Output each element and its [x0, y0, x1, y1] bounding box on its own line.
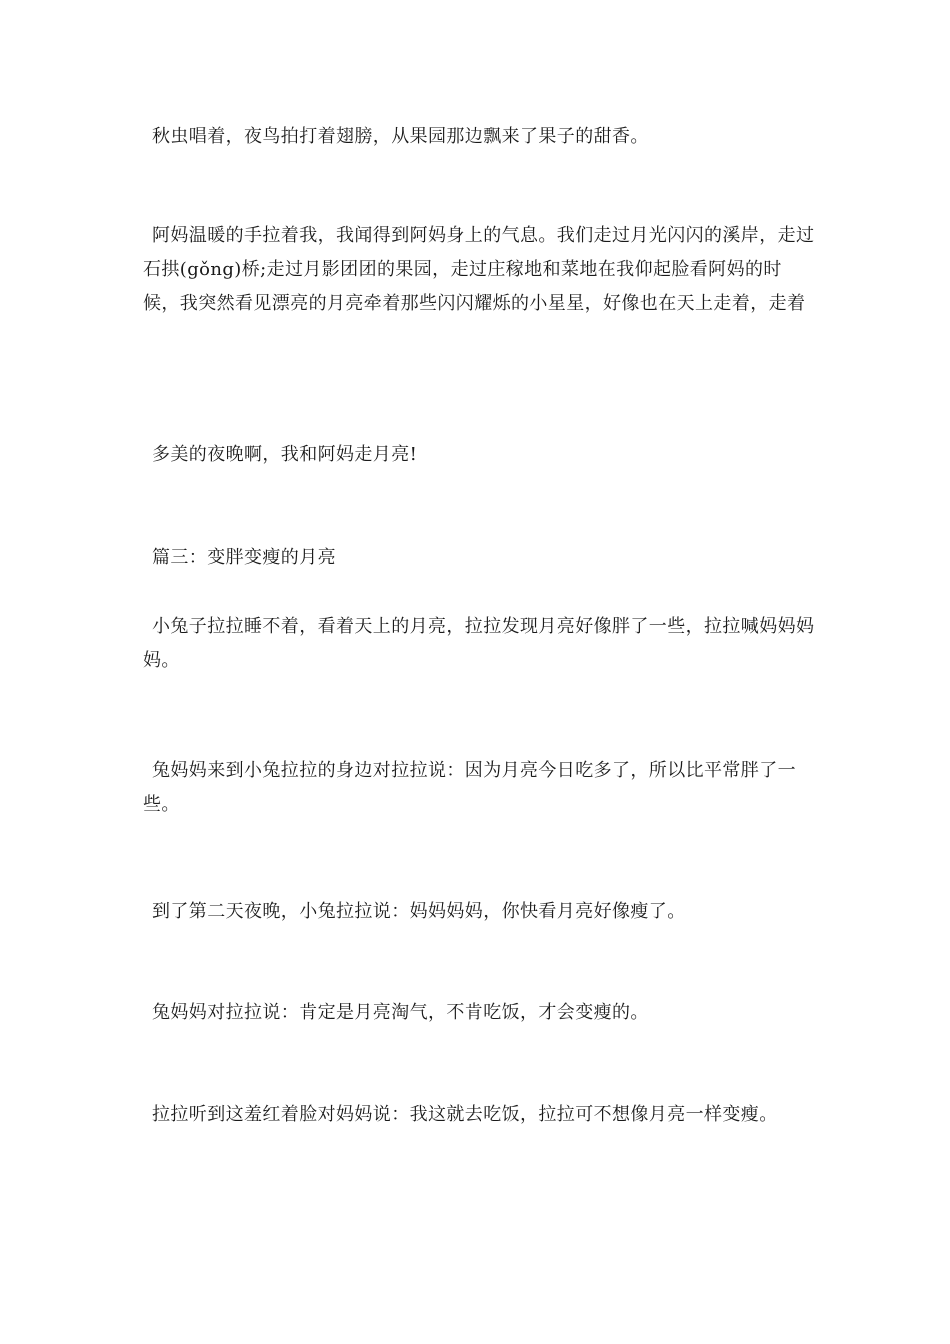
paragraph-rabbit-lala: 小兔子拉拉睡不着，看着天上的月亮，拉拉发现月亮好像胖了一些，拉拉喊妈妈妈妈。	[143, 616, 815, 671]
paragraph-beautiful-night: 多美的夜晚啊，我和阿妈走月亮!	[152, 444, 418, 465]
paragraph-naughty-moon: 兔妈妈对拉拉说：肯定是月亮淘气，不肯吃饭，才会变瘦的。	[152, 1002, 649, 1023]
paragraph-autumn-insects: 秋虫唱着，夜鸟拍打着翅膀，从果园那边飘来了果子的甜香。	[152, 126, 649, 147]
paragraph-second-night: 到了第二天夜晚，小兔拉拉说：妈妈妈妈，你快看月亮好像瘦了。	[152, 901, 686, 922]
section-heading: 篇三：变胖变瘦的月亮	[152, 547, 336, 568]
paragraph-mother-rabbit-explains: 兔妈妈来到小兔拉拉的身边对拉拉说：因为月亮今日吃多了，所以比平常胖了一些。	[143, 760, 796, 815]
paragraph-lala-blushes: 拉拉听到这羞红着脸对妈妈说：我这就去吃饭，拉拉可不想像月亮一样变瘦。	[152, 1104, 778, 1125]
paragraph-walking-with-mother: 阿妈温暖的手拉着我，我闻得到阿妈身上的气息。我们走过月光闪闪的溪岸，走过石拱(gǒng)桥;走过月影团团的果园，走过庄稼地和菜地在我仰起脸看阿妈的时候，我突然看见漂亮的月亮牵着那些闪闪耀烁的小星星，好像也在天上走着，走着	[143, 225, 815, 314]
